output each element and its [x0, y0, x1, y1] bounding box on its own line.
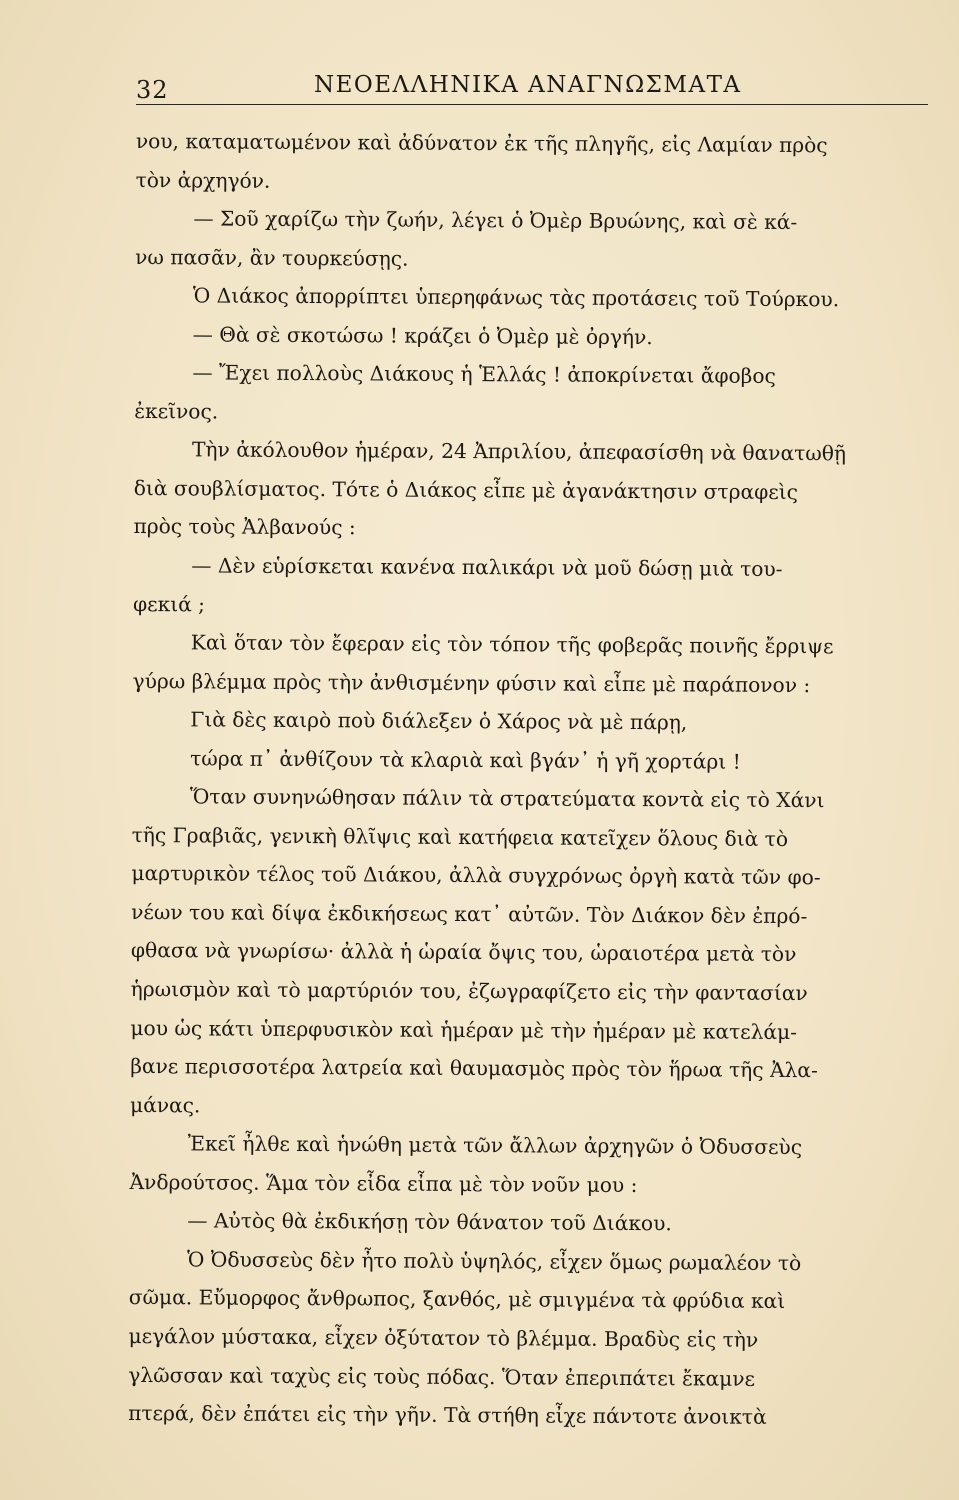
text-line: μαρτυρικὸν τέλος τοῦ Διάκου, ἀλλὰ συγχρόνως ὀργὴ κατὰ τῶν φο-: [131, 861, 821, 890]
text-line: νω πασᾶν, ἂν τουρκεύσῃς.: [135, 244, 409, 271]
text-line: σῶμα. Εὔμορφος ἄνθρωπος, ξανθός, μὲ σμιγμένα τὰ φρύδια καὶ: [128, 1285, 786, 1314]
page-number: 32: [136, 76, 169, 104]
text-line: Καὶ ὅταν τὸν ἔφεραν εἰς τὸν τόπον τῆς φοβερᾶς ποινῆς ἔρριψε: [190, 630, 834, 659]
text-line: φθασα νὰ γνωρίσω· ἀλλὰ ἡ ὡραία ὄψις του, ὡραιοτέρα μετὰ τὸν: [130, 938, 797, 967]
text-line: τὸν ἀρχηγόν.: [135, 167, 271, 193]
text-line: — Αὐτὸς θὰ ἐκδικήσῃ τὸν θάνατον τοῦ Διάκου.: [187, 1208, 672, 1236]
verse-line: Γιὰ δὲς καιρὸ ποὺ διάλεξεν ὁ Χάρος νὰ μὲ πάρῃ,: [190, 707, 688, 735]
text-line: μου ὡς κάτι ὑπερφυσικὸν καὶ ἡμέραν μὲ τὴν ἡμέραν μὲ κατελάμ-: [130, 1015, 798, 1044]
text-line: φεκιά ;: [132, 591, 206, 616]
text-line: πρὸς τοὺς Ἀλβανούς :: [133, 514, 356, 540]
text-line: νου, καταματωμένον καὶ ἀδύνατον ἐκ τῆς πληγῆς, εἰς Λαμίαν πρὸς: [135, 128, 828, 158]
text-line: νέων του καὶ δίψα ἐκδικήσεως κατ᾿ αὐτῶν. Τὸν Διάκον δὲν ἐπρό-: [131, 899, 808, 929]
text-line: — Σοῦ χαρίζω τὴν ζωήν, λέγει ὁ Ὀμὲρ Βρυώνης, καὶ σὲ κά-: [193, 206, 798, 235]
text-line: διὰ σουβλίσματος. Τότε ὁ Διάκος εἶπε μὲ ἀγανάκτησιν στραφεὶς: [133, 475, 799, 504]
text-line: — Ἔχει πολλοὺς Διάκους ἡ Ἑλλάς ! ἀποκρίνεται ἄφοβος: [192, 360, 776, 389]
body-text: [128, 122, 936, 1437]
text-line: μάνας.: [129, 1092, 201, 1118]
text-line: γλῶσσαν καὶ ταχὺς εἰς τοὺς πόδας. Ὅταν ἐπεριπάτει ἔκαμνε: [128, 1362, 756, 1391]
verse-line: τώρα π᾿ ἀνθίζουν τὰ κλαριὰ καὶ βγάν᾿ ἡ γῆ χορτάρι !: [190, 746, 741, 774]
text-line: τῆς Γραβιᾶς, γενικὴ θλῖψις καὶ κατήφεια κατεῖχεν ὅλους διὰ τὸ: [131, 822, 789, 851]
text-line: πτερά, δὲν ἐπάτει εἰς τὴν γῆν. Τὰ στήθη εἶχε πάντοτε ἀνοικτὰ: [128, 1401, 767, 1429]
text-line: Ἐκεῖ ἦλθε καὶ ἡνώθη μετὰ τῶν ἄλλων ἀρχηγῶν ὁ Ὀδυσσεὺς: [187, 1131, 803, 1160]
text-line: ἡρωισμὸν καὶ τὸ μαρτύριόν του, ἐζωγραφίζετο εἰς τὴν φαντασίαν: [130, 977, 808, 1006]
text-line: μεγάλον μύστακα, εἶχεν ὀξύτατον τὸ βλέμμα. Βραδὺς εἰς τὴν: [128, 1323, 759, 1352]
text-line: Ὅταν συνηνώθησαν πάλιν τὰ στρατεύματα κοντὰ εἰς τὸ Χάνι: [189, 784, 825, 813]
header-rule: [136, 104, 928, 105]
text-line: ἐκεῖνος.: [134, 398, 219, 424]
text-line: Ὁ Διάκος ἀπορρίπτει ὑπερηφάνως τὰς προτάσεις τοῦ Τούρκου.: [192, 283, 840, 312]
running-title: ΝΕΟΕΛΛΗΝΙΚΑ ΑΝΑΓΝΩΣΜΑΤΑ: [314, 72, 742, 98]
page-header: [136, 68, 926, 108]
text-line: βανε περισσοτέρα λατρεία καὶ θαυμασμὸς πρὸς τὸν ἥρωα τῆς Ἀλα-: [130, 1054, 818, 1083]
text-line: — Δὲν εὑρίσκεται κανένα παλικάρι νὰ μοῦ δώσῃ μιὰ του-: [191, 553, 783, 581]
text-line: Τὴν ἀκόλουθον ἡμέραν, 24 Ἀπριλίου, ἀπεφασίσθη νὰ θανατωθῇ: [191, 437, 847, 466]
text-line: Ὁ Ὀδυσσεὺς δὲν ἦτο πολὺ ὑψηλός, εἶχεν ὅμως ρωμαλέον τὸ: [186, 1247, 802, 1275]
text-line: — Θὰ σὲ σκοτώσω ! κράζει ὁ Ὀμὲρ μὲ ὀργήν.: [192, 322, 653, 349]
text-line: Ἀνδρούτσος. Ἅμα τὸν εἶδα εἶπα μὲ τὸν νοῦν μου :: [129, 1169, 638, 1197]
text-line: γύρω βλέμμα πρὸς τὴν ἀνθισμένην φύσιν καὶ εἶπε μὲ παράπονον :: [132, 668, 811, 697]
